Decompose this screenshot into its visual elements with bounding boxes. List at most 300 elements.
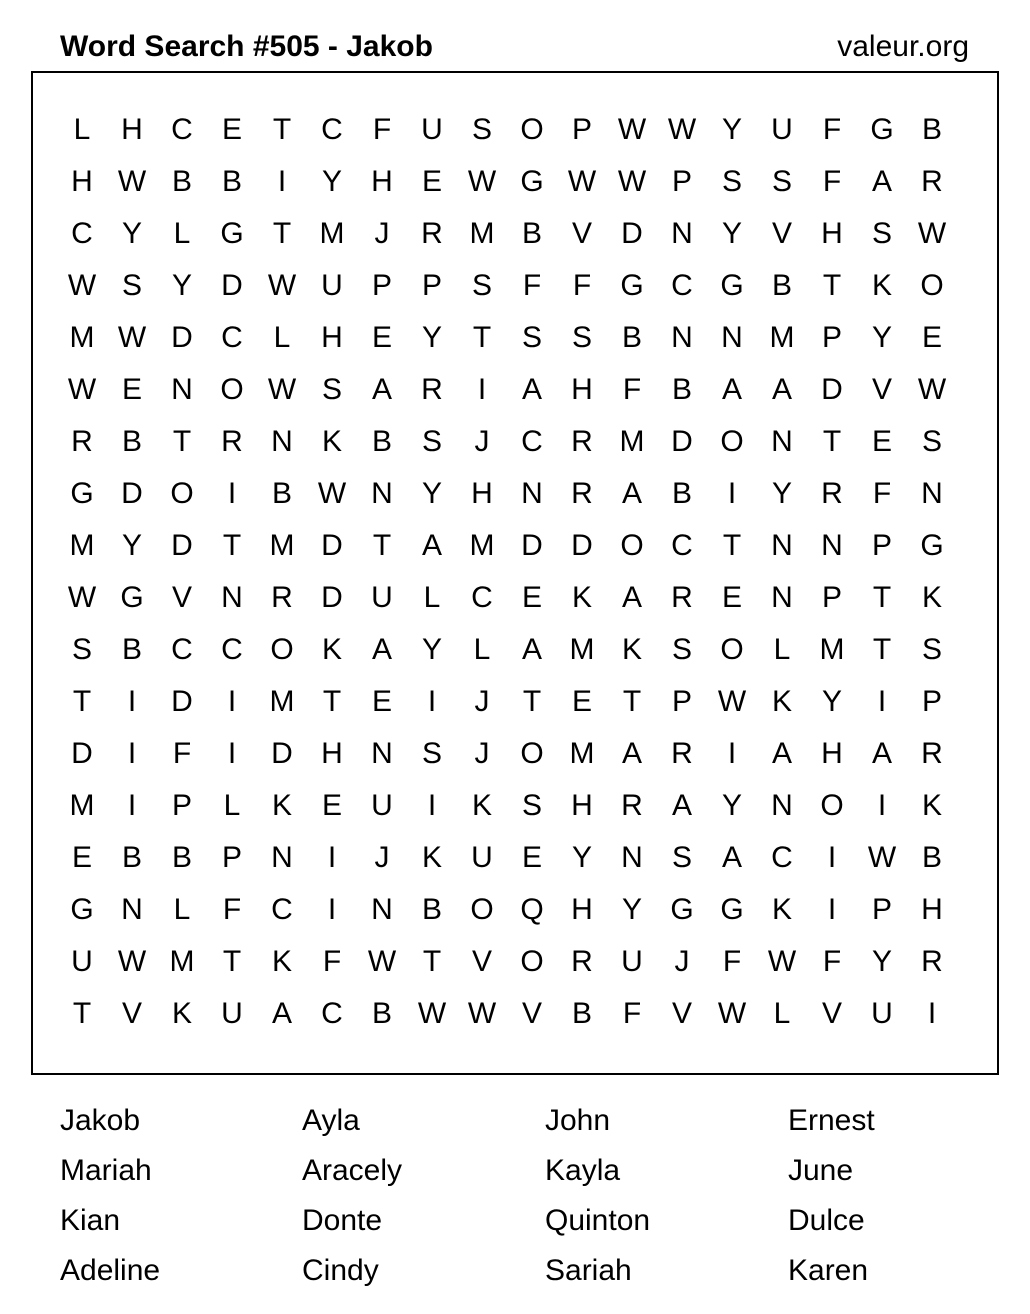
grid-cell[interactable]: I (727, 477, 737, 510)
grid-cell[interactable]: O (520, 113, 544, 146)
grid-cell[interactable]: H (321, 737, 343, 770)
grid-cell[interactable]: F (222, 893, 242, 926)
grid-cell[interactable]: G (670, 893, 694, 926)
grid-cell[interactable]: S (921, 633, 942, 666)
grid-cell[interactable]: M (469, 529, 495, 562)
grid-cell[interactable]: N (271, 841, 293, 874)
grid-cell[interactable]: C (221, 633, 243, 666)
grid-cell[interactable]: B (671, 477, 692, 510)
grid-cell[interactable]: I (877, 685, 887, 718)
grid-cell[interactable]: K (421, 841, 442, 874)
grid-cell[interactable]: N (721, 321, 743, 354)
grid-cell[interactable]: L (473, 633, 491, 666)
grid-cell[interactable]: T (822, 425, 842, 458)
grid-cell[interactable]: S (521, 789, 542, 822)
grid-cell[interactable]: U (71, 945, 93, 978)
grid-cell[interactable]: B (221, 165, 242, 198)
grid-cell[interactable]: F (322, 945, 342, 978)
grid-cell[interactable]: K (771, 685, 792, 718)
grid-cell[interactable]: C (471, 581, 493, 614)
grid-cell[interactable]: S (871, 217, 892, 250)
grid-cell[interactable]: O (720, 633, 744, 666)
grid-cell[interactable]: I (477, 373, 487, 406)
grid-cell[interactable]: D (671, 425, 693, 458)
grid-cell[interactable]: Y (771, 477, 792, 510)
grid-cell[interactable]: O (720, 425, 744, 458)
grid-cell[interactable]: N (771, 425, 793, 458)
grid-cell[interactable]: F (622, 997, 642, 1030)
grid-cell[interactable]: B (671, 373, 692, 406)
grid-cell[interactable]: B (421, 893, 442, 926)
grid-cell[interactable]: N (771, 529, 793, 562)
grid-cell[interactable]: Y (171, 269, 192, 302)
grid-cell[interactable]: T (222, 945, 242, 978)
grid-cell[interactable]: A (421, 529, 442, 562)
grid-cell[interactable]: S (921, 425, 942, 458)
grid-cell[interactable]: H (921, 893, 943, 926)
grid-cell[interactable]: C (321, 997, 343, 1030)
grid-cell[interactable]: M (769, 321, 795, 354)
grid-cell[interactable]: U (871, 997, 893, 1030)
grid-cell[interactable]: S (321, 373, 342, 406)
grid-cell[interactable]: U (321, 269, 343, 302)
grid-cell[interactable]: Y (321, 165, 342, 198)
grid-cell[interactable]: S (771, 165, 792, 198)
grid-cell[interactable]: D (171, 321, 193, 354)
grid-cell[interactable]: G (920, 529, 944, 562)
grid-cell[interactable]: S (521, 321, 542, 354)
grid-cell[interactable]: W (617, 165, 647, 198)
grid-cell[interactable]: N (771, 789, 793, 822)
grid-cell[interactable]: R (571, 477, 593, 510)
grid-cell[interactable]: S (721, 165, 742, 198)
grid-cell[interactable]: T (522, 685, 542, 718)
grid-cell[interactable]: W (767, 945, 797, 978)
grid-cell[interactable]: R (421, 217, 443, 250)
grid-cell[interactable]: K (921, 789, 942, 822)
grid-cell[interactable]: B (371, 425, 392, 458)
grid-cell[interactable]: D (621, 217, 643, 250)
grid-cell[interactable]: F (822, 945, 842, 978)
grid-cell[interactable]: J (474, 737, 490, 770)
grid-cell[interactable]: B (171, 165, 192, 198)
grid-cell[interactable]: C (171, 113, 193, 146)
grid-cell[interactable]: O (170, 477, 194, 510)
grid-cell[interactable]: K (871, 269, 892, 302)
grid-cell[interactable]: A (621, 477, 642, 510)
grid-cell[interactable]: P (871, 893, 892, 926)
grid-cell[interactable]: P (171, 789, 192, 822)
grid-cell[interactable]: O (220, 373, 244, 406)
grid-cell[interactable]: V (571, 217, 592, 250)
grid-cell[interactable]: O (920, 269, 944, 302)
grid-cell[interactable]: U (421, 113, 443, 146)
grid-cell[interactable]: G (120, 581, 144, 614)
grid-cell[interactable]: U (771, 113, 793, 146)
grid-cell[interactable]: B (121, 425, 142, 458)
grid-cell[interactable]: W (617, 113, 647, 146)
grid-cell[interactable]: B (921, 113, 942, 146)
grid-cell[interactable]: W (467, 165, 497, 198)
grid-cell[interactable]: N (671, 321, 693, 354)
grid-cell[interactable]: W (117, 165, 147, 198)
grid-cell[interactable]: W (417, 997, 447, 1030)
grid-cell[interactable]: H (571, 373, 593, 406)
grid-cell[interactable]: I (227, 737, 237, 770)
grid-cell[interactable]: E (521, 841, 542, 874)
grid-cell[interactable]: F (822, 165, 842, 198)
grid-cell[interactable]: U (621, 945, 643, 978)
grid-cell[interactable]: J (674, 945, 690, 978)
grid-cell[interactable]: K (571, 581, 592, 614)
grid-cell[interactable]: Y (821, 685, 842, 718)
grid-cell[interactable]: C (171, 633, 193, 666)
grid-cell[interactable]: R (571, 425, 593, 458)
grid-cell[interactable]: T (172, 425, 192, 458)
grid-cell[interactable]: N (171, 373, 193, 406)
grid-cell[interactable]: A (721, 373, 742, 406)
grid-cell[interactable]: T (322, 685, 342, 718)
grid-cell[interactable]: N (921, 477, 943, 510)
grid-cell[interactable]: D (221, 269, 243, 302)
grid-cell[interactable]: K (321, 633, 342, 666)
grid-cell[interactable]: L (773, 997, 791, 1030)
grid-cell[interactable]: W (717, 997, 747, 1030)
grid-cell[interactable]: W (267, 269, 297, 302)
grid-cell[interactable]: I (877, 789, 887, 822)
grid-cell[interactable]: F (522, 269, 542, 302)
grid-cell[interactable]: I (427, 685, 437, 718)
grid-cell[interactable]: W (267, 373, 297, 406)
grid-cell[interactable]: E (921, 321, 942, 354)
grid-cell[interactable]: A (371, 373, 392, 406)
grid-cell[interactable]: A (771, 737, 792, 770)
grid-cell[interactable]: H (471, 477, 493, 510)
grid-cell[interactable]: I (827, 841, 837, 874)
grid-cell[interactable]: S (671, 633, 692, 666)
grid-cell[interactable]: O (820, 789, 844, 822)
grid-cell[interactable]: A (521, 373, 542, 406)
grid-cell[interactable]: J (474, 425, 490, 458)
grid-cell[interactable]: O (470, 893, 494, 926)
grid-cell[interactable]: R (671, 737, 693, 770)
grid-cell[interactable]: D (271, 737, 293, 770)
grid-cell[interactable]: R (571, 945, 593, 978)
grid-cell[interactable]: T (272, 113, 292, 146)
grid-cell[interactable]: L (773, 633, 791, 666)
grid-cell[interactable]: D (321, 581, 343, 614)
grid-cell[interactable]: Y (421, 477, 442, 510)
grid-cell[interactable]: D (71, 737, 93, 770)
grid-cell[interactable]: P (671, 165, 692, 198)
grid-cell[interactable]: J (474, 685, 490, 718)
grid-cell[interactable]: A (771, 373, 792, 406)
grid-cell[interactable]: W (67, 269, 97, 302)
grid-cell[interactable]: S (71, 633, 92, 666)
grid-cell[interactable]: W (717, 685, 747, 718)
grid-cell[interactable]: R (221, 425, 243, 458)
grid-cell[interactable]: E (371, 321, 392, 354)
grid-cell[interactable]: V (821, 997, 842, 1030)
grid-cell[interactable]: H (571, 893, 593, 926)
grid-cell[interactable]: L (173, 893, 191, 926)
grid-cell[interactable]: B (571, 997, 592, 1030)
grid-cell[interactable]: W (117, 945, 147, 978)
grid-cell[interactable]: M (569, 633, 595, 666)
grid-cell[interactable]: P (371, 269, 392, 302)
grid-cell[interactable]: K (271, 945, 292, 978)
grid-cell[interactable]: I (227, 477, 237, 510)
grid-cell[interactable]: D (171, 685, 193, 718)
grid-cell[interactable]: V (471, 945, 492, 978)
grid-cell[interactable]: I (127, 685, 137, 718)
grid-cell[interactable]: S (121, 269, 142, 302)
grid-cell[interactable]: N (821, 529, 843, 562)
grid-cell[interactable]: D (321, 529, 343, 562)
grid-cell[interactable]: F (372, 113, 392, 146)
grid-cell[interactable]: B (771, 269, 792, 302)
grid-cell[interactable]: E (721, 581, 742, 614)
grid-cell[interactable]: B (371, 997, 392, 1030)
grid-cell[interactable]: G (720, 893, 744, 926)
grid-cell[interactable]: T (422, 945, 442, 978)
grid-cell[interactable]: T (72, 997, 92, 1030)
grid-cell[interactable]: A (721, 841, 742, 874)
grid-cell[interactable]: C (671, 529, 693, 562)
grid-cell[interactable]: B (521, 217, 542, 250)
grid-cell[interactable]: G (70, 477, 94, 510)
grid-cell[interactable]: M (819, 633, 845, 666)
grid-cell[interactable]: N (771, 581, 793, 614)
grid-cell[interactable]: E (571, 685, 592, 718)
grid-cell[interactable]: V (871, 373, 892, 406)
grid-cell[interactable]: P (671, 685, 692, 718)
grid-cell[interactable]: E (371, 685, 392, 718)
grid-cell[interactable]: U (371, 789, 393, 822)
grid-cell[interactable]: E (71, 841, 92, 874)
grid-cell[interactable]: B (271, 477, 292, 510)
grid-cell[interactable]: G (870, 113, 894, 146)
grid-cell[interactable]: P (871, 529, 892, 562)
grid-cell[interactable]: H (821, 217, 843, 250)
grid-cell[interactable]: Y (871, 321, 892, 354)
grid-cell[interactable]: H (321, 321, 343, 354)
grid-cell[interactable]: L (223, 789, 241, 822)
grid-cell[interactable]: Y (621, 893, 642, 926)
grid-cell[interactable]: M (619, 425, 645, 458)
grid-cell[interactable]: W (367, 945, 397, 978)
grid-cell[interactable]: S (471, 113, 492, 146)
grid-cell[interactable]: A (671, 789, 692, 822)
grid-cell[interactable]: N (371, 477, 393, 510)
grid-cell[interactable]: Y (121, 217, 142, 250)
grid-cell[interactable]: W (917, 217, 947, 250)
grid-cell[interactable]: V (171, 581, 192, 614)
grid-cell[interactable]: G (620, 269, 644, 302)
grid-cell[interactable]: A (621, 581, 642, 614)
grid-cell[interactable]: A (871, 737, 892, 770)
grid-cell[interactable]: N (371, 893, 393, 926)
grid-cell[interactable]: K (921, 581, 942, 614)
grid-cell[interactable]: P (821, 321, 842, 354)
grid-cell[interactable]: V (521, 997, 542, 1030)
grid-cell[interactable]: A (271, 997, 292, 1030)
grid-cell[interactable]: M (269, 685, 295, 718)
grid-cell[interactable]: R (421, 373, 443, 406)
grid-cell[interactable]: S (421, 425, 442, 458)
grid-cell[interactable]: C (271, 893, 293, 926)
grid-cell[interactable]: F (822, 113, 842, 146)
grid-cell[interactable]: E (871, 425, 892, 458)
grid-cell[interactable]: I (427, 789, 437, 822)
grid-cell[interactable]: M (169, 945, 195, 978)
grid-cell[interactable]: J (374, 217, 390, 250)
grid-cell[interactable]: C (71, 217, 93, 250)
grid-cell[interactable]: M (569, 737, 595, 770)
grid-cell[interactable]: R (821, 477, 843, 510)
grid-cell[interactable]: D (521, 529, 543, 562)
grid-cell[interactable]: E (521, 581, 542, 614)
grid-cell[interactable]: D (821, 373, 843, 406)
grid-cell[interactable]: Q (520, 893, 544, 926)
grid-cell[interactable]: S (571, 321, 592, 354)
grid-cell[interactable]: O (520, 737, 544, 770)
grid-cell[interactable]: Y (871, 945, 892, 978)
grid-cell[interactable]: W (567, 165, 597, 198)
grid-cell[interactable]: T (872, 581, 892, 614)
grid-cell[interactable]: D (571, 529, 593, 562)
grid-cell[interactable]: C (671, 269, 693, 302)
grid-cell[interactable]: F (172, 737, 192, 770)
grid-cell[interactable]: R (671, 581, 693, 614)
grid-cell[interactable]: H (371, 165, 393, 198)
grid-cell[interactable]: L (423, 581, 441, 614)
grid-cell[interactable]: E (421, 165, 442, 198)
grid-cell[interactable]: E (221, 113, 242, 146)
grid-cell[interactable]: P (221, 841, 242, 874)
grid-cell[interactable]: T (722, 529, 742, 562)
grid-cell[interactable]: T (222, 529, 242, 562)
grid-cell[interactable]: M (69, 529, 95, 562)
grid-cell[interactable]: H (571, 789, 593, 822)
grid-cell[interactable]: K (271, 789, 292, 822)
grid-cell[interactable]: M (469, 217, 495, 250)
grid-cell[interactable]: W (67, 373, 97, 406)
grid-cell[interactable]: R (921, 165, 943, 198)
grid-cell[interactable]: Y (421, 321, 442, 354)
grid-cell[interactable]: U (371, 581, 393, 614)
grid-cell[interactable]: G (520, 165, 544, 198)
grid-cell[interactable]: T (72, 685, 92, 718)
grid-cell[interactable]: C (321, 113, 343, 146)
grid-cell[interactable]: N (271, 425, 293, 458)
grid-cell[interactable]: H (821, 737, 843, 770)
grid-cell[interactable]: R (71, 425, 93, 458)
grid-cell[interactable]: O (520, 945, 544, 978)
grid-cell[interactable]: H (121, 113, 143, 146)
grid-cell[interactable]: V (671, 997, 692, 1030)
grid-cell[interactable]: A (371, 633, 392, 666)
grid-cell[interactable]: N (521, 477, 543, 510)
grid-cell[interactable]: I (127, 789, 137, 822)
grid-cell[interactable]: W (67, 581, 97, 614)
grid-cell[interactable]: P (821, 581, 842, 614)
grid-cell[interactable]: R (621, 789, 643, 822)
grid-cell[interactable]: H (71, 165, 93, 198)
grid-cell[interactable]: O (620, 529, 644, 562)
grid-cell[interactable]: N (371, 737, 393, 770)
grid-cell[interactable]: K (771, 893, 792, 926)
grid-cell[interactable]: C (521, 425, 543, 458)
grid-cell[interactable]: U (471, 841, 493, 874)
grid-cell[interactable]: E (321, 789, 342, 822)
grid-cell[interactable]: G (220, 217, 244, 250)
grid-cell[interactable]: L (73, 113, 91, 146)
grid-cell[interactable]: P (921, 685, 942, 718)
grid-cell[interactable]: S (671, 841, 692, 874)
grid-cell[interactable]: B (121, 841, 142, 874)
grid-cell[interactable]: A (871, 165, 892, 198)
grid-cell[interactable]: S (471, 269, 492, 302)
grid-cell[interactable]: R (921, 945, 943, 978)
grid-cell[interactable]: T (372, 529, 392, 562)
grid-cell[interactable]: T (872, 633, 892, 666)
grid-cell[interactable]: F (872, 477, 892, 510)
grid-cell[interactable]: W (917, 373, 947, 406)
grid-cell[interactable]: M (69, 321, 95, 354)
grid-cell[interactable]: M (269, 529, 295, 562)
grid-cell[interactable]: N (671, 217, 693, 250)
grid-cell[interactable]: C (771, 841, 793, 874)
grid-cell[interactable]: J (374, 841, 390, 874)
grid-cell[interactable]: K (321, 425, 342, 458)
grid-cell[interactable]: D (171, 529, 193, 562)
grid-cell[interactable]: I (827, 893, 837, 926)
grid-cell[interactable]: I (327, 893, 337, 926)
grid-cell[interactable]: P (421, 269, 442, 302)
grid-cell[interactable]: V (121, 997, 142, 1030)
grid-cell[interactable]: F (722, 945, 742, 978)
grid-cell[interactable]: Y (721, 789, 742, 822)
grid-cell[interactable]: Y (121, 529, 142, 562)
grid-cell[interactable]: B (621, 321, 642, 354)
grid-cell[interactable]: I (127, 737, 137, 770)
grid-cell[interactable]: Y (721, 113, 742, 146)
grid-cell[interactable]: W (867, 841, 897, 874)
grid-cell[interactable]: L (273, 321, 291, 354)
grid-cell[interactable]: W (467, 997, 497, 1030)
grid-cell[interactable]: T (472, 321, 492, 354)
grid-cell[interactable]: A (621, 737, 642, 770)
grid-cell[interactable]: N (621, 841, 643, 874)
grid-cell[interactable]: F (622, 373, 642, 406)
grid-cell[interactable]: N (121, 893, 143, 926)
grid-cell[interactable]: C (221, 321, 243, 354)
grid-cell[interactable]: V (771, 217, 792, 250)
grid-cell[interactable]: I (327, 841, 337, 874)
grid-cell[interactable]: I (927, 997, 937, 1030)
grid-cell[interactable]: R (271, 581, 293, 614)
grid-cell[interactable]: B (921, 841, 942, 874)
grid-cell[interactable]: Y (421, 633, 442, 666)
grid-cell[interactable]: U (221, 997, 243, 1030)
grid-cell[interactable]: M (319, 217, 345, 250)
grid-cell[interactable]: F (572, 269, 592, 302)
grid-cell[interactable]: B (171, 841, 192, 874)
grid-cell[interactable]: O (270, 633, 294, 666)
grid-cell[interactable]: E (121, 373, 142, 406)
grid-cell[interactable]: I (277, 165, 287, 198)
